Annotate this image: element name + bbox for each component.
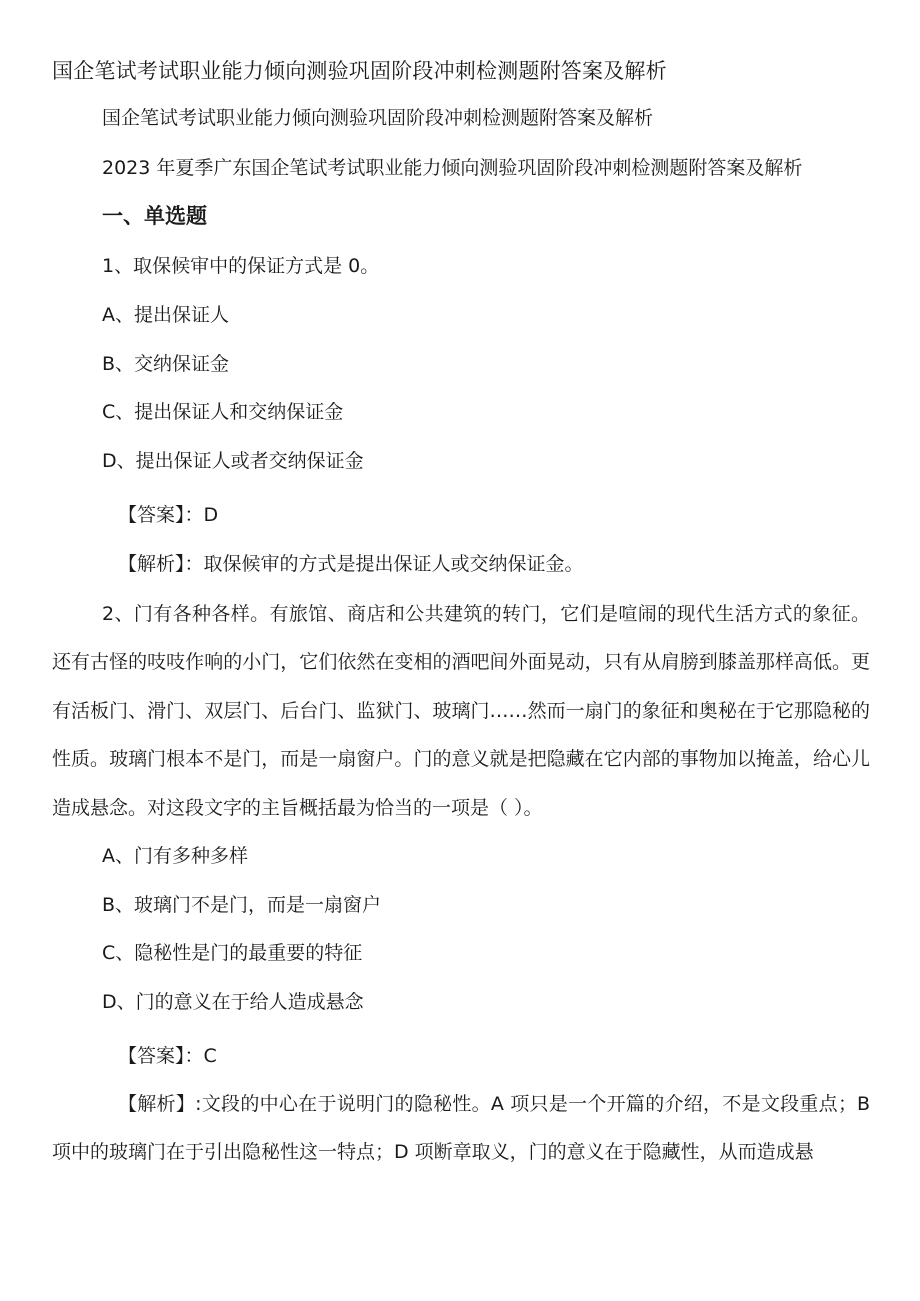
question-1-option-d: D、提出保证人或者交纳保证金 [102, 450, 364, 472]
question-1-option-a: A、提出保证人 [102, 304, 229, 326]
question-2-option-d: D、门的意义在于给人造成悬念 [102, 991, 364, 1013]
question-1-option-c: C、提出保证人和交纳保证金 [102, 401, 344, 423]
question-2-option-c: C、隐秘性是门的最重要的特征 [102, 942, 363, 964]
question-2-option-b: B、玻璃门不是门，而是一扇窗户 [102, 894, 382, 916]
question-1-answer: 【答案】：D [118, 504, 219, 526]
section-heading: 一、单选题 [102, 204, 207, 228]
document-subtitle: 2023 年夏季广东国企笔试考试职业能力倾向测验巩固阶段冲刺检测题附答案及解析 [102, 157, 803, 179]
question-2-answer: 【答案】：C [118, 1045, 217, 1067]
document-title: 国企笔试考试职业能力倾向测验巩固阶段冲刺检测题附答案及解析 [102, 107, 654, 129]
question-2-option-a: A、门有多种多样 [102, 845, 248, 867]
header-title: 国企笔试考试职业能力倾向测验巩固阶段冲刺检测题附答案及解析 [52, 59, 667, 83]
question-1-analysis: 【解析】：取保候审的方式是提出保证人或交纳保证金。 [118, 553, 584, 575]
question-2-stem: 2、门有各种各样。有旅馆、商店和公共建筑的转门，它们是喧闹的现代生活方式的象征。还有古怪的吱吱作响的小门，它们依然在变相的酒吧间外面晃动，只有从肩膀到膝盖那样高低。更有活板门、滑门、双层门、后台门、监狱门、玻璃门……然而一扇门的象征和奥秘在于它那隐秘的性质。玻璃门根本不是门，而是一扇窗户。门的意义就是把隐藏在它内部的事物加以掩盖，给心儿造成悬念。对这段文字的主旨概括最为恰当的一项是（ ）。 [52, 603, 870, 819]
question-1-stem: 1、取保候审中的保证方式是 0。 [102, 255, 380, 277]
question-1-option-b: B、交纳保证金 [102, 353, 230, 375]
question-2-analysis: 【解析】:文段的中心在于说明门的隐秘性。A 项只是一个开篇的介绍，不是文段重点；B 项中的玻璃门在于引出隐秘性这一特点；D 项断章取义，门的意义在于隐藏性，从而造成悬 [52, 1093, 870, 1164]
